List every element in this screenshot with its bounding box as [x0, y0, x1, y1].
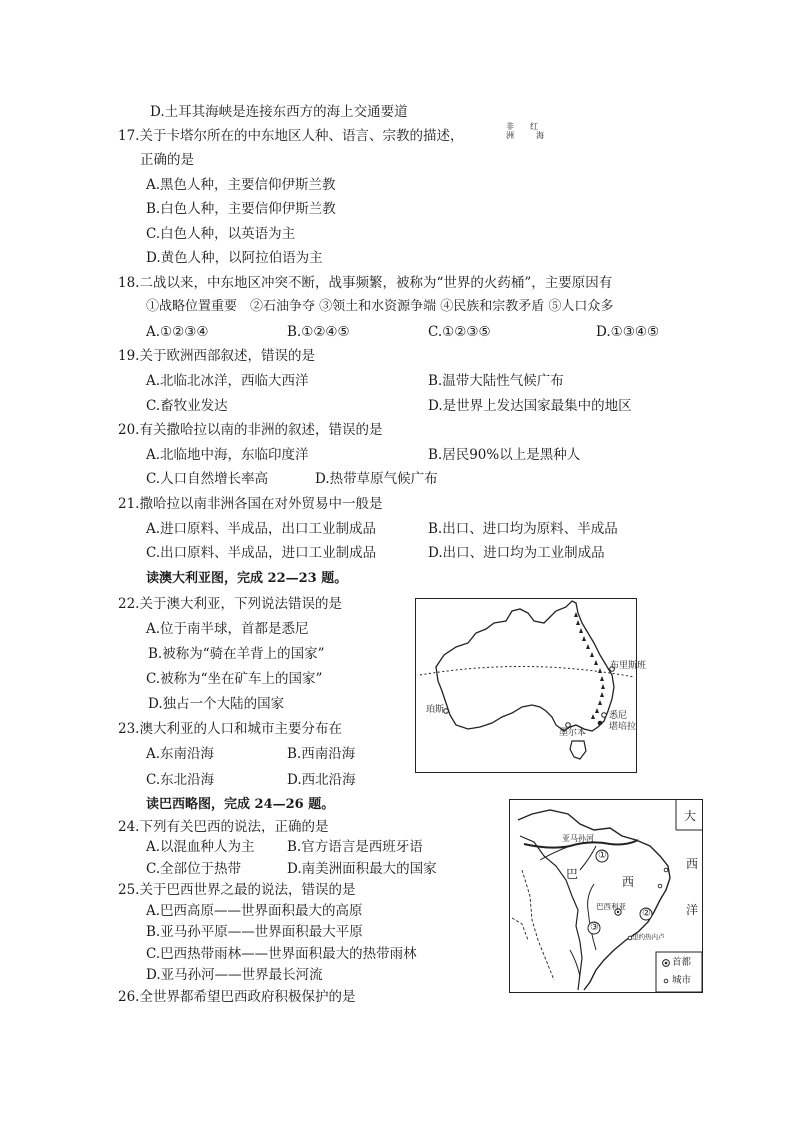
top-map-label-hong: 红 — [530, 122, 538, 131]
legend-city-label: 城市 — [672, 975, 692, 986]
top-map-label-fei: 非 — [506, 122, 514, 131]
top-map-label-zhou: 洲 — [506, 131, 514, 140]
q24-option-c: C.全部位于热带 — [146, 861, 242, 877]
instruction-brazil: 读巴西略图，完成 24—26 题。 — [146, 797, 335, 812]
brazil-capital-label: 巴西利亚 — [596, 902, 626, 911]
q22-option-a: A.位于南半球，首都是悉尼 — [146, 621, 309, 637]
brazil-map — [509, 799, 703, 993]
q26-stem: 26.全世界都希望巴西政府积极保护的是 — [118, 989, 356, 1005]
q25-option-d: D.亚马孙河——世界最长河流 — [146, 967, 323, 983]
q24-option-d: D.南美洲面积最大的国家 — [287, 861, 437, 877]
q20-option-b: B.居民90%以上是黑种人 — [428, 447, 581, 463]
q22-option-d: D.独占一个大陆的国家 — [148, 696, 285, 712]
brazil-name-xi: 西 — [622, 875, 635, 889]
brazil-ocean-label-2: 西 — [686, 857, 699, 871]
q18-option-a: A.①②③④ — [146, 324, 209, 340]
q23-option-a: A.东南沿海 — [146, 746, 215, 762]
q23-option-b: B.西南沿海 — [287, 746, 356, 762]
q22-option-c: C.被称为“坐在矿车上的国家” — [146, 671, 323, 687]
q23-option-c: C.东北沿海 — [146, 772, 215, 788]
q17-option-a: A.黑色人种，主要信仰伊斯兰教 — [146, 177, 336, 193]
brazil-marker-2: ② — [642, 908, 651, 919]
q17-stem-cont: 正确的是 — [140, 152, 194, 168]
q21-stem: 21.撒哈拉以南非洲各国在对外贸易中一般是 — [118, 496, 383, 512]
legend-capital-label: 首都 — [672, 957, 692, 968]
q23-stem: 23.澳大利亚的人口和城市主要分布在 — [118, 721, 342, 737]
q21-option-a: A.进口原料、半成品，出口工业制成品 — [146, 521, 377, 537]
brazil-ocean-label-1: 大 — [684, 809, 697, 823]
q24-option-b: B.官方语言是西班牙语 — [287, 839, 423, 855]
q21-option-d: D.出口、进口均为工业制成品 — [428, 545, 605, 561]
q21-option-c: C.出口原料、半成品，进口工业制成品 — [146, 545, 377, 561]
q17-option-d: D.黄色人种，以阿拉伯语为主 — [146, 250, 323, 266]
q25-stem: 25.关于巴西世界之最的说法，错误的是 — [118, 882, 356, 898]
q24-stem: 24.下列有关巴西的说法，正确的是 — [118, 819, 329, 835]
city-label-perth: 珀斯 — [426, 705, 445, 715]
city-label-melbourne: 墨尔本 — [559, 728, 587, 738]
q19-option-a: A.北临北冰洋，西临大西洋 — [146, 373, 309, 389]
city-label-brisbane: 布里斯班 — [610, 661, 647, 671]
q19-option-b: B.温带大陆性气候广布 — [428, 373, 564, 389]
brazil-ocean-label-3: 洋 — [686, 903, 699, 917]
australia-map — [415, 598, 647, 773]
q20-option-d: D.热带草原气候广布 — [315, 471, 438, 487]
q24-option-a: A.以混血种人为主 — [146, 839, 255, 855]
brazil-marker-1: ① — [598, 850, 607, 861]
q20-stem: 20.有关撒哈拉以南的非洲的叙述，错误的是 — [118, 422, 383, 438]
city-label-sydney: 悉尼 — [609, 711, 628, 721]
q18-items: ①战略位置重要 ②石油争夺 ③领土和水资源争端 ④民族和宗教矛盾 ⑤人口众多 — [146, 299, 614, 314]
brazil-marker-3: ③ — [590, 922, 599, 933]
q17-option-b: B.白色人种，主要信仰伊斯兰教 — [146, 201, 336, 217]
q21-option-b: B.出口、进口均为原料、半成品 — [428, 521, 618, 537]
q16-option-d: D.土耳其海峡是连接东西方的海上交通要道 — [150, 104, 408, 120]
q25-option-c: C.巴西热带雨林——世界面积最大的热带雨林 — [146, 946, 417, 962]
q25-option-a: A.巴西高原——世界面积最大的高原 — [146, 903, 363, 919]
q17-option-c: C.白色人种，以英语为主 — [146, 226, 296, 242]
top-map-label-hai: 海 — [536, 131, 544, 140]
q23-option-d: D.西北沿海 — [287, 772, 356, 788]
city-label-canberra: 堪培拉 — [609, 722, 637, 732]
q25-option-b: B.亚马孙平原——世界面积最大平原 — [146, 924, 363, 940]
brazil-river-label: 亚马孙河 — [562, 834, 594, 843]
q20-option-c: C.人口自然增长率高 — [146, 471, 269, 487]
q18-option-b: B.①②④⑤ — [287, 324, 350, 340]
q18-option-c: C.①②③⑤ — [428, 324, 491, 340]
instruction-australia: 读澳大利亚图，完成 22—23 题。 — [146, 571, 348, 586]
q19-option-c: C.畜牧业发达 — [146, 398, 228, 414]
q22-stem: 22.关于澳大利亚，下列说法错误的是 — [118, 596, 342, 612]
q19-stem: 19.关于欧洲西部叙述，错误的是 — [118, 348, 315, 364]
brazil-name-ba: 巴 — [566, 867, 579, 881]
q17-stem: 17.关于卡塔尔所在的中东地区人种、语言、宗教的描述， — [118, 128, 464, 144]
brazil-city-se-label: 里约热内卢 — [632, 933, 665, 941]
q18-stem: 18.二战以来，中东地区冲突不断，战事频繁，被称为“世界的火药桶”，主要原因有 — [118, 275, 613, 291]
q22-option-b: B.被称为“骑在羊背上的国家” — [148, 646, 325, 662]
q20-option-a: A.北临地中海，东临印度洋 — [146, 447, 309, 463]
q19-option-d: D.是世界上发达国家最集中的地区 — [428, 398, 632, 414]
australia-outline — [416, 599, 636, 772]
q18-option-d: D.①③④⑤ — [596, 324, 660, 340]
